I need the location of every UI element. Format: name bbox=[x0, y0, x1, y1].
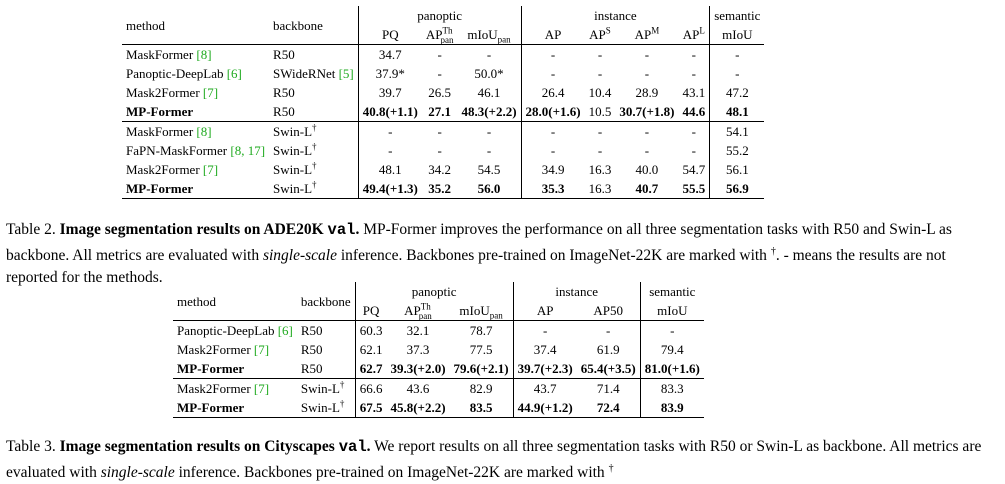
table-cell: - bbox=[735, 47, 740, 62]
cell-backbone bbox=[269, 160, 358, 179]
table-cell: 83.5 bbox=[450, 398, 514, 418]
table-cell: 47.2 bbox=[725, 85, 749, 100]
cell-backbone bbox=[297, 340, 355, 359]
method-name: Mask2Former bbox=[177, 381, 254, 396]
table-cell: 48.1 bbox=[725, 104, 749, 119]
table-cell: - bbox=[678, 64, 709, 83]
table-cell: 39.7(+2.3) bbox=[517, 361, 573, 376]
table-cell: 83.3 bbox=[640, 379, 704, 399]
cell-method bbox=[122, 64, 269, 83]
citation-link[interactable]: [6] bbox=[226, 66, 242, 81]
cell-backbone bbox=[269, 179, 358, 199]
cell-method bbox=[122, 160, 269, 179]
table-row bbox=[122, 45, 764, 65]
backbone-name: Swin-L bbox=[273, 162, 313, 177]
header-miou-pan: mIoU$_{pan}$ bbox=[450, 301, 514, 321]
table-cell: 27.1 bbox=[428, 104, 452, 119]
header-miou-pan: mIoU$_{pan}$ bbox=[457, 25, 521, 45]
table-row bbox=[173, 398, 704, 418]
cell-method bbox=[122, 122, 269, 142]
table3-body bbox=[173, 321, 704, 418]
caption-title: Image segmentation results on Cityscapes bbox=[59, 438, 339, 455]
cell-backbone bbox=[269, 122, 358, 142]
cell-method bbox=[173, 340, 297, 359]
table-cell: 79.4 bbox=[660, 342, 684, 357]
table-cell: 26.4 bbox=[541, 85, 565, 100]
group-instance: instance bbox=[513, 282, 640, 301]
table-cell: 43.7 bbox=[513, 379, 577, 399]
caption-italic: single-scale bbox=[262, 247, 337, 265]
caption-dot: . bbox=[366, 438, 371, 455]
backbone-name: Swin-L bbox=[273, 124, 313, 139]
table-row bbox=[122, 141, 764, 160]
cell-method bbox=[122, 45, 269, 65]
table-ade20k bbox=[122, 6, 764, 199]
header-ap: AP bbox=[521, 25, 585, 45]
table-cell: 66.6 bbox=[355, 379, 386, 399]
cell-backbone bbox=[269, 141, 358, 160]
header-backbone: backbone bbox=[297, 282, 355, 321]
group-semantic: semantic bbox=[714, 8, 761, 23]
header-method: method bbox=[173, 282, 297, 321]
table-cell: 40.7 bbox=[615, 179, 678, 199]
table-cell: 37.9* bbox=[375, 66, 405, 81]
citation-link[interactable]: [7] bbox=[202, 85, 219, 100]
method-name: Mask2Former bbox=[126, 85, 203, 100]
method-name: Mask2Former bbox=[177, 342, 254, 357]
table-cell: - bbox=[388, 143, 393, 158]
table-cell: 39.7 bbox=[378, 85, 402, 100]
header-ap: AP bbox=[513, 301, 577, 321]
table-cell: - bbox=[422, 122, 458, 142]
dagger-mark: † bbox=[312, 160, 317, 171]
table-cell: - bbox=[597, 66, 603, 81]
table-cell: - bbox=[615, 122, 678, 142]
table-cell: - bbox=[457, 141, 521, 160]
table-cell: 28.9 bbox=[635, 85, 659, 100]
table-cell: 45.8(+2.2) bbox=[386, 398, 449, 418]
caption-table3 bbox=[6, 436, 1001, 484]
table-cell: 37.4 bbox=[533, 342, 557, 357]
table-cell: 40.8(+1.1) bbox=[362, 104, 418, 119]
header-apl: $AP^L$ bbox=[678, 25, 709, 45]
cell-backbone bbox=[269, 64, 358, 83]
table-cell: - bbox=[550, 66, 556, 81]
header-method: method bbox=[122, 6, 269, 45]
table-cell: - bbox=[542, 323, 548, 338]
backbone-name: SWideRNet bbox=[273, 66, 339, 81]
caption-text: MP-Former improves the performance on all three segmentation tasks with R50 and Swin-L as backbone. All metrics are evaluated with bbox=[6, 221, 952, 265]
table-cell: 78.7 bbox=[450, 321, 514, 341]
backbone-name: Swin-L bbox=[273, 143, 313, 158]
method-name: MP-Former bbox=[126, 104, 194, 119]
table-cell: - bbox=[678, 141, 709, 160]
cell-method bbox=[173, 359, 297, 379]
table-cell: 55.5 bbox=[678, 179, 709, 199]
citation-link[interactable]: [6] bbox=[277, 323, 293, 338]
table-cell: 39.3(+2.0) bbox=[390, 361, 446, 376]
caption-dagger: † bbox=[770, 246, 776, 257]
citation-link[interactable]: [8] bbox=[196, 47, 212, 62]
caption-text: We report results on all three segmentation tasks with R50 or Swin-L as backbone. All metrics are evaluated with bbox=[6, 438, 982, 482]
table-cell: 28.0(+1.6) bbox=[525, 104, 581, 119]
caption-split: val bbox=[338, 438, 367, 456]
table-cell: 32.1 bbox=[406, 323, 430, 338]
table-body bbox=[122, 45, 764, 199]
table-cell: 10.5 bbox=[588, 104, 612, 119]
header-apm: $AP^M$ bbox=[615, 25, 678, 45]
table-cell: 16.3 bbox=[585, 179, 616, 199]
dagger-mark: † bbox=[312, 141, 317, 152]
citation-link[interactable]: [7] bbox=[253, 381, 270, 396]
method-name: MP-Former bbox=[177, 400, 245, 415]
table-cell: - bbox=[521, 122, 585, 142]
table-cell: 46.1 bbox=[457, 83, 521, 102]
table-cell: 60.3 bbox=[359, 323, 383, 338]
table-cell: 48.1 bbox=[378, 162, 402, 177]
caption-dagger: † bbox=[608, 463, 614, 474]
cell-method bbox=[122, 179, 269, 199]
table-cell: - bbox=[437, 66, 442, 81]
table3-header-row bbox=[173, 282, 704, 301]
table-cell: 40.0 bbox=[635, 162, 659, 177]
method-name: MP-Former bbox=[177, 361, 245, 376]
table-cell: 67.5 bbox=[355, 398, 386, 418]
table-cell: - bbox=[550, 143, 556, 158]
table-cell: 62.7 bbox=[359, 361, 383, 376]
table-cell: - bbox=[678, 122, 709, 142]
cell-backbone bbox=[297, 398, 355, 418]
method-name: MP-Former bbox=[126, 181, 194, 196]
method-name: Panoptic-DeepLab bbox=[126, 66, 227, 81]
table-row bbox=[122, 64, 764, 83]
table-cell: - bbox=[670, 323, 675, 338]
caption-text-3: . - means the results are not reported for the methods. bbox=[6, 247, 946, 287]
caption-label: Table 2. bbox=[6, 221, 60, 238]
table-cell: 62.1 bbox=[359, 342, 383, 357]
caption-title: Image segmentation results on ADE20K bbox=[59, 221, 328, 238]
table-cell: 56.1 bbox=[725, 162, 749, 177]
table-cell: 43.1 bbox=[678, 83, 709, 102]
table-row bbox=[173, 340, 704, 359]
citation-link[interactable]: [8] bbox=[196, 124, 212, 139]
dagger-mark: † bbox=[339, 398, 345, 409]
table-cell: 81.0(+1.6) bbox=[644, 361, 700, 376]
caption-split: val bbox=[327, 221, 356, 239]
cell-backbone bbox=[297, 321, 355, 341]
backbone-name: R50 bbox=[300, 361, 323, 376]
cell-method bbox=[173, 398, 297, 418]
table-cell: 34.9 bbox=[541, 162, 565, 177]
table-cell: - bbox=[644, 47, 650, 62]
table-cell: 34.2 bbox=[428, 162, 452, 177]
table-cell: 44.6 bbox=[678, 102, 709, 122]
table-cell: 35.2 bbox=[422, 179, 458, 199]
table-cell: 79.6(+2.1) bbox=[450, 359, 514, 379]
caption-table2 bbox=[6, 219, 1001, 289]
table-cell: 26.5 bbox=[428, 85, 452, 100]
cell-method bbox=[122, 83, 269, 102]
table-row bbox=[122, 122, 764, 142]
citation-link[interactable]: [7] bbox=[253, 342, 270, 357]
backbone-name: Swin-L bbox=[300, 400, 340, 415]
method-name: FaPN-MaskFormer bbox=[126, 143, 231, 158]
dagger-mark: † bbox=[312, 122, 317, 133]
group-panoptic: panoptic bbox=[355, 282, 513, 301]
backbone-name: Swin-L bbox=[300, 381, 340, 396]
table-cell: 54.5 bbox=[457, 160, 521, 179]
header-backbone: backbone bbox=[269, 6, 358, 45]
citation-link[interactable]: [5] bbox=[338, 66, 354, 81]
table-cell: - bbox=[550, 47, 556, 62]
table-cell: - bbox=[457, 122, 521, 142]
table-cell: 48.3(+2.2) bbox=[457, 102, 521, 122]
cell-method bbox=[173, 321, 297, 341]
cell-backbone bbox=[297, 379, 355, 399]
table-cell: 56.0 bbox=[457, 179, 521, 199]
header-ap-th: $AP^{Th}_{pan}$ bbox=[386, 301, 449, 321]
cell-method bbox=[122, 141, 269, 160]
method-name: MaskFormer bbox=[126, 124, 197, 139]
table-cell: 83.9 bbox=[640, 398, 704, 418]
table-row bbox=[173, 379, 704, 399]
method-name: Panoptic-DeepLab bbox=[177, 323, 278, 338]
backbone-name: R50 bbox=[273, 104, 295, 119]
backbone-name: R50 bbox=[273, 47, 295, 62]
caption-label: Table 3. bbox=[6, 438, 60, 455]
backbone-name: R50 bbox=[273, 85, 295, 100]
group-semantic: semantic bbox=[649, 284, 696, 299]
table-cell: 77.5 bbox=[450, 340, 514, 359]
header-aps: $AP^S$ bbox=[585, 25, 616, 45]
table-cell: 56.9 bbox=[710, 179, 765, 199]
table-cell: - bbox=[577, 321, 641, 341]
table-cell: 34.7 bbox=[378, 47, 402, 62]
dagger-mark: † bbox=[312, 179, 317, 190]
table-cell: 30.7(+1.8) bbox=[619, 104, 675, 119]
header-miou: mIoU bbox=[640, 301, 704, 321]
method-name: Mask2Former bbox=[126, 162, 203, 177]
header-ap50: AP50 bbox=[577, 301, 641, 321]
backbone-name: R50 bbox=[300, 342, 323, 357]
table-cell: 54.7 bbox=[678, 160, 709, 179]
group-instance: instance bbox=[521, 6, 710, 25]
cell-backbone bbox=[297, 359, 355, 379]
table-cell: 44.9(+1.2) bbox=[513, 398, 577, 418]
table-row bbox=[173, 359, 704, 379]
table-cell: - bbox=[358, 122, 422, 142]
citation-link[interactable]: [7] bbox=[202, 162, 219, 177]
table-cell: - bbox=[644, 143, 650, 158]
table-cell: - bbox=[457, 45, 521, 65]
table-row bbox=[122, 160, 764, 179]
table-cell: 37.3 bbox=[406, 342, 430, 357]
table-cell: 16.3 bbox=[588, 162, 612, 177]
caption-dot: . bbox=[355, 221, 360, 238]
cell-backbone bbox=[269, 83, 358, 102]
table-cell: - bbox=[437, 143, 442, 158]
table-row bbox=[173, 321, 704, 341]
table-header-row bbox=[122, 6, 764, 25]
backbone-name: Swin-L bbox=[273, 181, 313, 196]
group-panoptic: panoptic bbox=[358, 6, 521, 25]
table-cell: 10.4 bbox=[588, 85, 612, 100]
table-cell: 71.4 bbox=[577, 379, 641, 399]
table-cell: 49.4(+1.3) bbox=[358, 179, 422, 199]
cell-method bbox=[173, 379, 297, 399]
table-cell: 54.1 bbox=[710, 122, 765, 142]
table-cell: - bbox=[585, 122, 616, 142]
table-cell: - bbox=[735, 66, 740, 81]
table-cell: 35.3 bbox=[521, 179, 585, 199]
caption-italic: single-scale bbox=[100, 464, 175, 482]
cell-backbone bbox=[269, 45, 358, 65]
table-cell: 72.4 bbox=[577, 398, 641, 418]
header-miou: mIoU bbox=[710, 25, 765, 45]
table-cell: 55.2 bbox=[725, 143, 749, 158]
table-cell: 43.6 bbox=[386, 379, 449, 399]
citation-link[interactable]: [8, 17] bbox=[230, 143, 266, 158]
table-row bbox=[122, 102, 764, 122]
header-ap-th: $AP^{Th}_{pan}$ bbox=[422, 25, 458, 45]
cell-backbone bbox=[269, 102, 358, 122]
table-cell: 65.4(+3.5) bbox=[577, 359, 641, 379]
table-cityscapes bbox=[173, 282, 704, 418]
header-pq: PQ bbox=[358, 25, 422, 45]
caption-text-2: inference. Backbones pre-trained on ImageNet-22K are marked with bbox=[174, 464, 609, 482]
table-cell: 82.9 bbox=[450, 379, 514, 399]
table-cell: 50.0* bbox=[457, 64, 521, 83]
table-row bbox=[122, 179, 764, 199]
table-cell: - bbox=[678, 45, 709, 65]
table-cell: 61.9 bbox=[577, 340, 641, 359]
table-cell: - bbox=[597, 143, 603, 158]
table-cell: - bbox=[597, 47, 603, 62]
caption-text-2: inference. Backbones pre-trained on ImageNet-22K are marked with bbox=[337, 247, 771, 265]
dagger-mark: † bbox=[339, 379, 345, 390]
table-cell: - bbox=[437, 47, 442, 62]
table-row bbox=[122, 83, 764, 102]
cell-method bbox=[122, 102, 269, 122]
method-name: MaskFormer bbox=[126, 47, 197, 62]
header-pq: PQ bbox=[355, 301, 386, 321]
backbone-name: R50 bbox=[300, 323, 323, 338]
table-cell: - bbox=[644, 66, 650, 81]
